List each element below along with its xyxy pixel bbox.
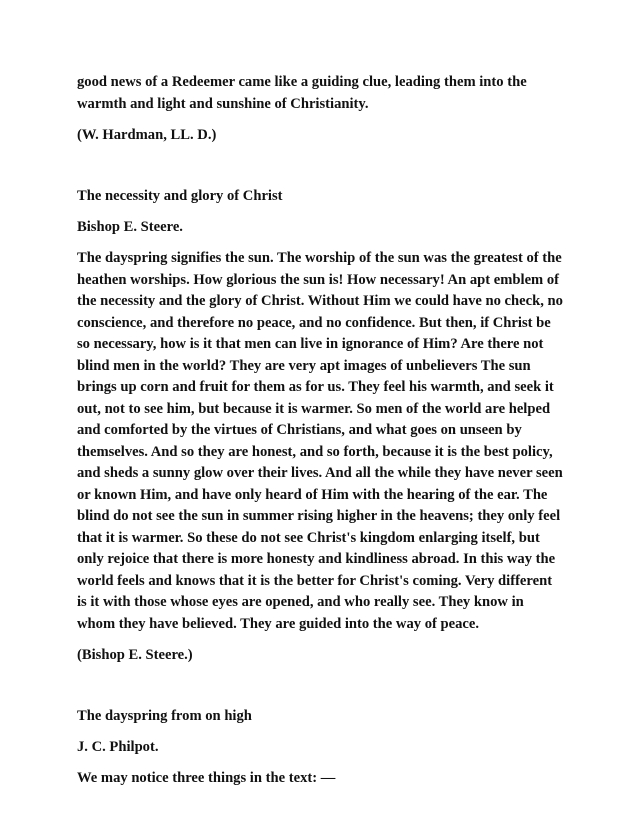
paragraph-line: blind do not see the sun in summer rising higher in the heavens; they only feel: [77, 508, 561, 524]
section-heading: The dayspring from on high: [77, 708, 252, 724]
paragraph-line: world feels and knows that it is the better for Christ's coming. Very different: [77, 573, 553, 589]
paragraph-line: the necessity and the glory of Christ. Without Him we could have no check, no: [77, 293, 563, 309]
paragraph-line: only rejoice that there is more honesty and kindliness abroad. In this way the: [77, 551, 556, 567]
paragraph-line: themselves. And so they are honest, and so forth, because it is the best policy,: [77, 444, 553, 460]
paragraph-line: and comforted by the virtues of Christians, and what goes on unseen by: [77, 422, 522, 438]
section-heading: The necessity and glory of Christ: [77, 188, 283, 204]
paragraph-line: conscience, and therefore no peace, and no confidence. But then, if Christ be: [77, 315, 551, 331]
paragraph-line: blind men in the world? They are very apt images of unbelievers The sun: [77, 358, 531, 374]
paragraph-line: brings up corn and fruit for them as for us. They feel his warmth, and seek it: [77, 379, 554, 395]
paragraph-line: We may notice three things in the text: —: [77, 770, 336, 786]
paragraph-line: and sheds a sunny glow over their lives. And all the while they have never seen: [77, 465, 563, 481]
paragraph-line: The dayspring signifies the sun. The worship of the sun was the greatest of the: [77, 250, 562, 266]
paragraph-line: warmth and light and sunshine of Christianity.: [77, 96, 369, 112]
paragraph-line: out, not to see him, but because it is warmer. So men of the world are helped: [77, 401, 551, 417]
attribution: (Bishop E. Steere.): [77, 647, 193, 663]
paragraph-line: that it is warmer. So these do not see Christ's kingdom enlarging itself, but: [77, 530, 540, 546]
author-line: Bishop E. Steere.: [77, 219, 183, 235]
paragraph-line: heathen worships. How glorious the sun is! How necessary! An apt emblem of: [77, 272, 560, 288]
paragraph-line: so necessary, how is it that men can live in ignorance of Him? Are there not: [77, 336, 544, 352]
paragraph-line: is it with those whose eyes are opened, and who really see. They know in: [77, 594, 524, 610]
paragraph-line: or known Him, and have only heard of Him with the hearing of the ear. The: [77, 487, 548, 503]
attribution: (W. Hardman, LL. D.): [77, 127, 217, 143]
paragraph-line: good news of a Redeemer came like a guiding clue, leading them into the: [77, 74, 527, 90]
paragraph-line: whom they have believed. They are guided into the way of peace.: [77, 616, 479, 632]
author-line: J. C. Philpot.: [77, 739, 159, 755]
